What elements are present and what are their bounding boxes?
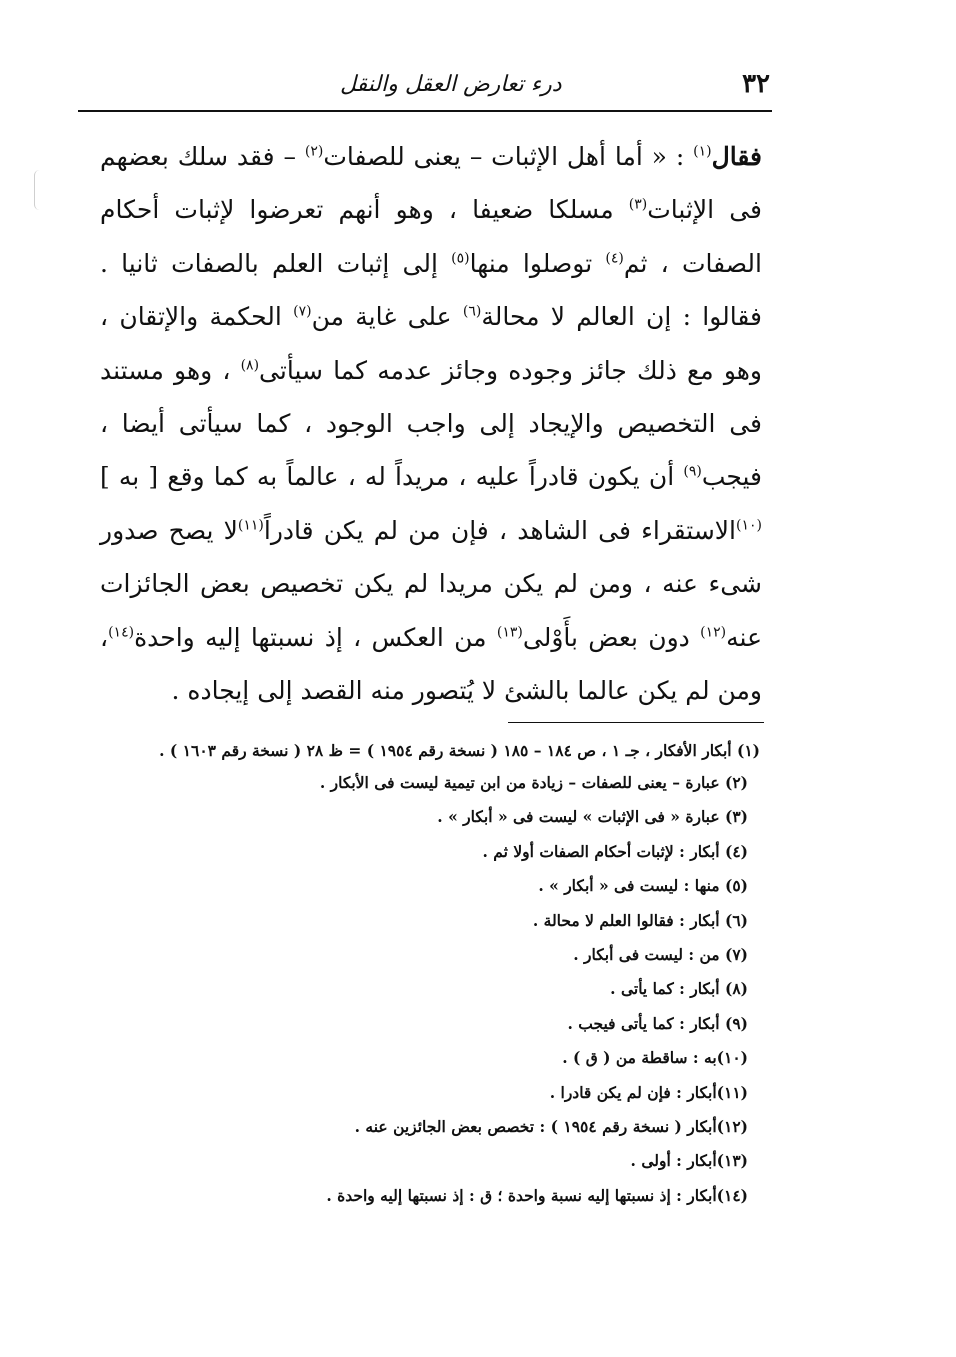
footnote-1: (١) أبكار الأفكار ، جـ ١ ، ص ١٨٤ – ١٨٥ ( نسخة رقم ١٩٥٤ ) = ظ ٢٨ ( نسخة رقم ١٦٠٣ ) . xyxy=(159,741,760,760)
footnote-item: (٢) عبارة – يعنى للصفات – زيادة من ابن تيمية ليست فى الأبكار . xyxy=(319,773,748,792)
running-title: درء تعارض العقل والنقل xyxy=(340,71,562,97)
footnote-ref: (٤) xyxy=(605,250,624,267)
footnote-item: (٨) أبكار : كما يأتى . xyxy=(610,979,748,999)
page-header xyxy=(80,62,770,106)
footnote-ref: (٧) xyxy=(293,303,312,320)
footnote-item: (٣) عبارة « فى الإثبات » ليست فى « أبكار » . xyxy=(437,807,748,827)
footnote-ref: (٥) xyxy=(451,250,470,267)
footnote-ref: (١) xyxy=(693,143,712,160)
text-run: على غاية من xyxy=(311,302,463,332)
footnote-ref: (٩) xyxy=(683,464,702,481)
text-run: إلى إثبات العلم بالصفات ثانيا . فقالوا : إن العالم لا محالة xyxy=(100,248,762,332)
text-run: الحكمة والإتقان ، وهو مع ذلك جائز وجوده وجائز عدمه كما سيأتى xyxy=(100,302,762,385)
page-number: ٣٢ xyxy=(742,69,770,99)
text-run: الاستقراء فى الشاهد ، فإن من لم يكن قادراً xyxy=(263,515,736,545)
footnote-ref: (١١) xyxy=(237,517,264,534)
header-rule xyxy=(78,110,772,112)
footnote-ref: (١٠) xyxy=(736,517,762,534)
page-edge-mark xyxy=(34,170,45,210)
footnote-ref: (١٣) xyxy=(496,624,523,641)
footnote-ref: (٣) xyxy=(628,197,648,214)
footnote-ref: (١٢) xyxy=(700,624,727,641)
footnote-item: (٤) أبكار : لإثبات أحكام الصفات أولا ثم . xyxy=(482,841,748,861)
text-run: ، وهو مستند فى التخصيص والإيجاد إلى واجب الوجود ، كما سيأتى أيضا ، فيجب xyxy=(100,355,762,492)
text-run: – فقد سلك بعضهم فى الإثبات xyxy=(100,142,763,225)
text-run: لا يصح صدور شىء عنه ، ومن لم يكن مريدا لم يكن تخصيص بعض الجائزات عنه xyxy=(100,515,762,652)
footnote-item: (١١)أبكار : فإن لم يكن قادرا . xyxy=(549,1082,748,1102)
footnotes xyxy=(100,736,760,1213)
text-run: ، ومن لم يكن عالما بالشئ لا يُتصور منه القصد إلى إيجاده . xyxy=(100,622,762,706)
main-paragraph xyxy=(100,130,762,717)
footnote-item: (١٢)أبكار ( نسخة رقم ١٩٥٤ ) : تخصص بعض الجائزين عنه . xyxy=(354,1116,748,1136)
footnote-ref: (٢) xyxy=(304,143,324,160)
footnote-item: (٥) منها : ليست فى « أبكار » . xyxy=(538,876,748,896)
text-run: من العكس ، إذ نسبتها إليه واحدة xyxy=(134,622,497,652)
text-run: : « أما أهل الإثبات – يعنى للصفات xyxy=(323,142,694,171)
footnote-item: (١٤)أبكار : إذ نسبتها إليه نسبة واحدة ؛ ق : إذ نسبتها إليه واحدة . xyxy=(326,1185,748,1205)
text-run: أن يكون قادراً عليه ، مريداً له ، عالماً به كما وقع [ به ] xyxy=(100,462,684,492)
footnote-ref: (٨) xyxy=(240,357,260,374)
lead-word: فقال xyxy=(711,142,762,171)
footnote-item: (١٠)به : ساقطة من ( ق ) . xyxy=(562,1048,748,1068)
footnote-ref: (٦) xyxy=(462,303,482,320)
footnote-ref: (١٤) xyxy=(108,624,135,641)
text-run: توصلوا منها xyxy=(469,248,606,278)
footnote-separator xyxy=(508,722,764,723)
footnote-item: (٧) من : ليست فى أبكار . xyxy=(573,944,748,964)
footnote-item: (٩) أبكار : كما يأتى فيجب . xyxy=(567,1013,748,1033)
text-run: دون بعض بأَوْلى xyxy=(522,622,701,652)
footnote-item: (٦) أبكار : فقالوا العلم لا محالة . xyxy=(532,910,748,930)
text-run: مسلكا ضعيفا ، وهو أنهم تعرضوا لإثبات أحكام الصفات ، ثم xyxy=(100,195,762,278)
footnote-list xyxy=(100,766,760,1213)
footnote-item: (١٣)أبكار : أولى . xyxy=(630,1151,748,1171)
